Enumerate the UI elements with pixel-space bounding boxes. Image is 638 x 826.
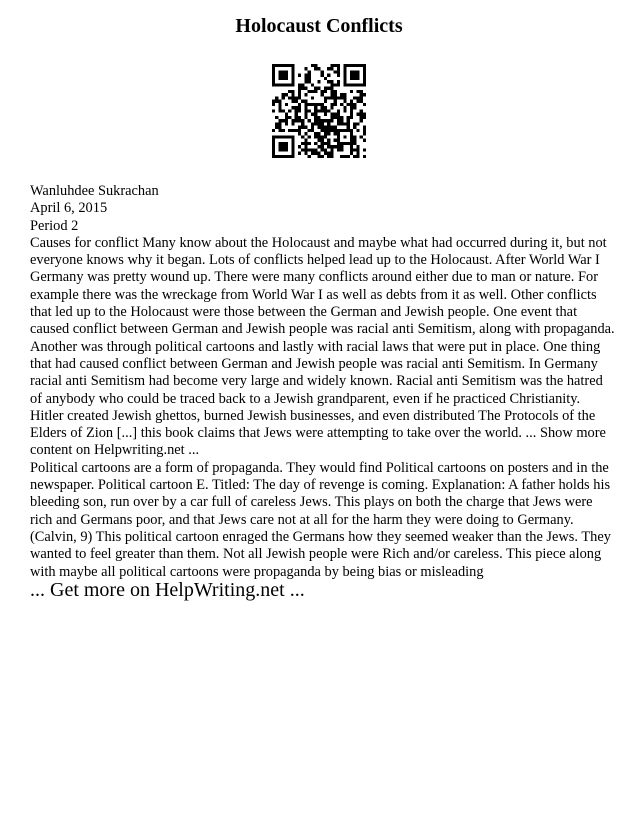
period-line: Period 2 bbox=[30, 217, 79, 234]
author-line: Wanluhdee Sukrachan bbox=[30, 183, 159, 199]
document-title: Holocaust Conflicts bbox=[235, 15, 403, 37]
get-more-link[interactable]: ... Get more on HelpWriting.net ... bbox=[30, 579, 305, 601]
paragraph-1: Causes for conflict Many know about the Holocaust and maybe what had occurred during it, but not everyone knows why it began. Lots of conflicts helped lead up to the Holocaust. After World War I Germany was pretty wound up. There were many conflicts around either due to man or nature. For example there was the wreckage from World War I as well as debts from it as well. Other conflicts that led up to the Holocaust were those between the German and Jewish people. One event that caused conflict between German and Jewish people was racial anti Semitism, along with propaganda. Another was through political cartoons and lastly with racial laws that were put in place. One thing that had caused conflict between German and Jewish people was racial anti Semitism. In Germany racial anti Semitism had become very large and widely known. Racial anti Semitism was the hatred of anybody who could be traced back to a Jewish grandparent, even if he practiced Christianity. Hitler created Jewish ghettos, burned Jewish businesses, and even distributed The Protocols of the Elders of Zion [...] this book claims that Jews were attempting to take over the world. ... Show more content on Helpwriting.net ... bbox=[30, 234, 615, 459]
paragraph-2: Political cartoons are a form of propaganda. They would find Political cartoons on posters and in the newspaper. Political cartoon E. Titled: The day of revenge is coming. Explanation: A father holds his bleeding son, run over by a car full of careless Jews. This plays on both the charge that Jews were rich and Germans poor, and that Jews care not at all for the harm they were doing to Germany. (Calvin, 9) This political cartoon enraged the Germans how they seemed weaker than the Jews. They wanted to feel greater than them. Not all Jewish people were Rich and/or careless. This piece along with maybe all political cartoons were propaganda by being bias or misleading bbox=[30, 459, 611, 580]
date-line: April 6, 2015 bbox=[30, 200, 108, 217]
document-body bbox=[30, 183, 615, 581]
qr-code-graphic bbox=[272, 64, 366, 158]
qr-code-image[interactable] bbox=[272, 64, 366, 158]
